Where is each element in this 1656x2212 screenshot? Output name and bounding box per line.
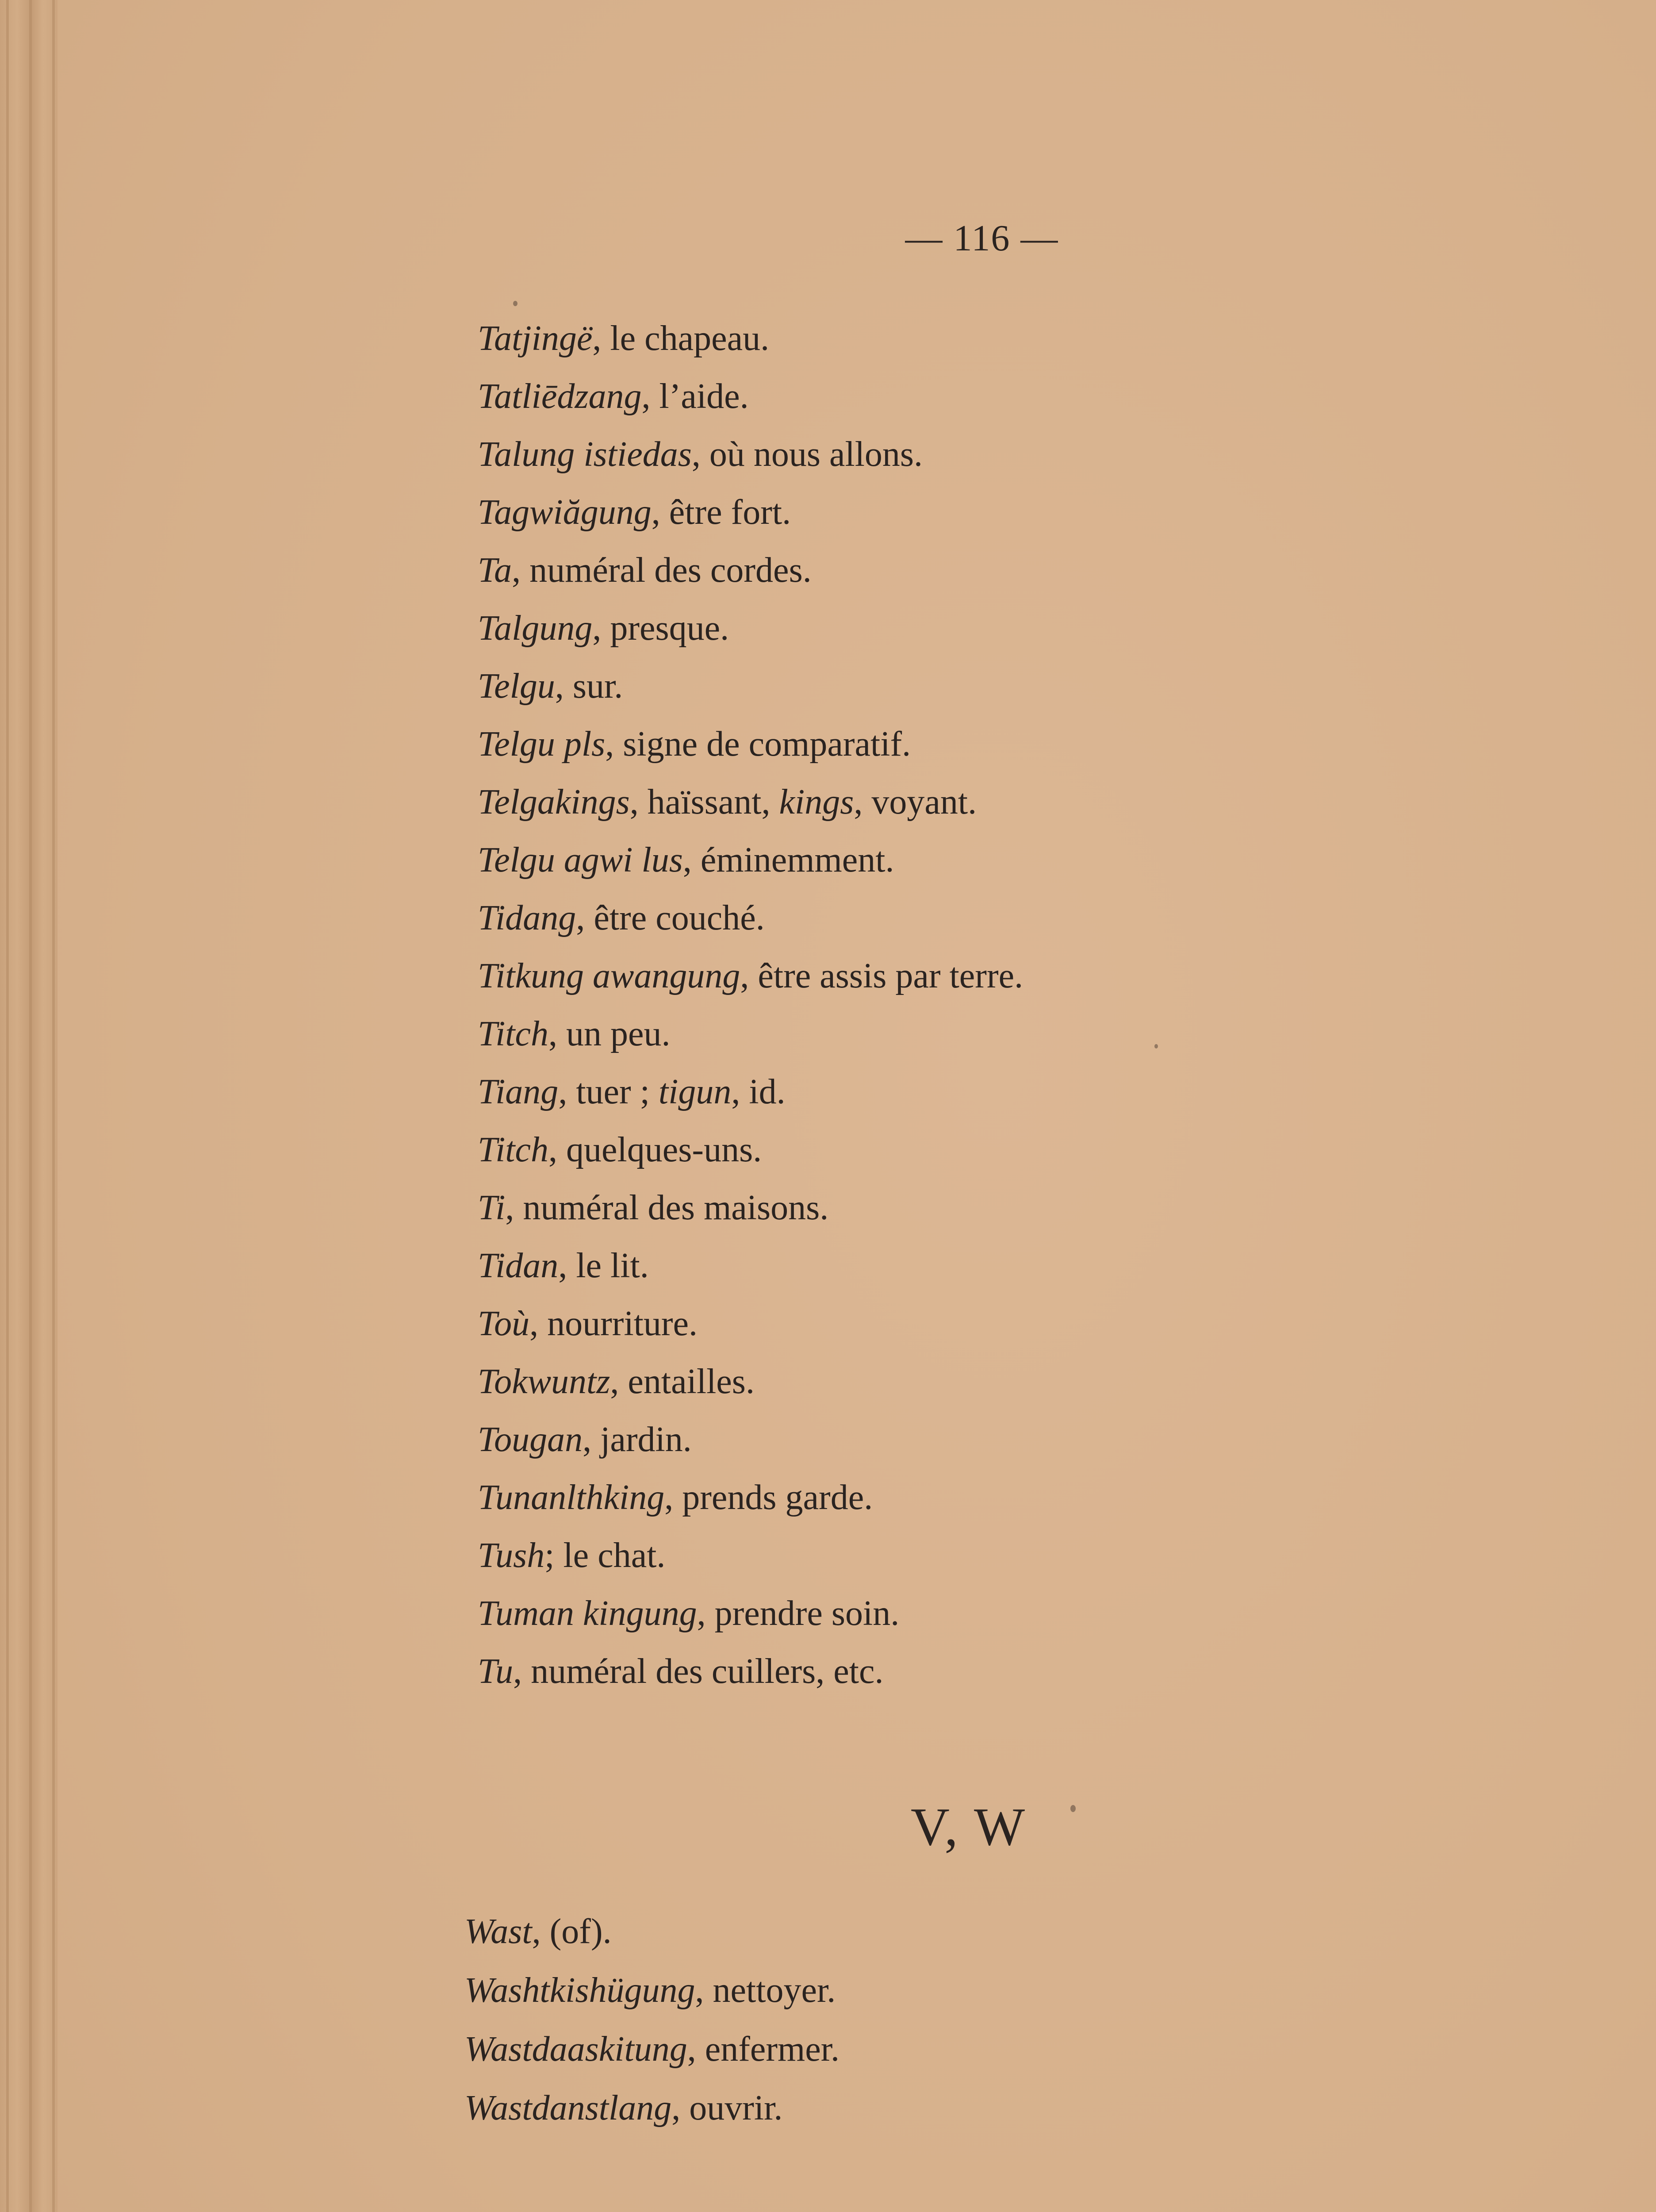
dictionary-entry — [464, 1961, 1305, 2020]
dictionary-entry — [478, 426, 1318, 484]
entry-separator: , — [512, 551, 530, 590]
entry-definition: quelques-uns. — [566, 1130, 762, 1169]
dictionary-entry — [478, 657, 1318, 715]
entry-term: Ti — [478, 1188, 506, 1227]
entry-term: Telgakings — [478, 783, 630, 822]
entry-separator: , — [548, 1014, 567, 1053]
entry-definition-secondary: id. — [749, 1072, 786, 1111]
entry-definition: haïssant, — [647, 783, 779, 822]
entry-term: Tush — [478, 1536, 545, 1575]
dictionary-entry — [478, 1585, 1318, 1643]
paper-speck — [1070, 1805, 1076, 1812]
dictionary-entry — [478, 1063, 1318, 1121]
gutter-edge-line — [6, 0, 9, 2212]
entry-term: Tagwiăgung — [478, 493, 652, 532]
entry-definition-secondary: voyant. — [871, 783, 977, 822]
entries-t-list — [478, 310, 1318, 1701]
entry-separator: , — [532, 1912, 550, 1951]
gutter-edge-line — [52, 0, 55, 2212]
dictionary-entry — [478, 889, 1318, 947]
entry-separator: , — [558, 1072, 576, 1111]
entry-separator: , — [740, 956, 758, 995]
entry-definition: où nous allons. — [709, 435, 923, 474]
dictionary-entry — [478, 1121, 1318, 1179]
entry-definition: être fort. — [669, 493, 791, 532]
entry-separator: , — [691, 435, 709, 474]
entry-separator: , — [651, 493, 669, 532]
dictionary-entry — [478, 599, 1318, 657]
entry-term: Talung istiedas — [478, 435, 692, 474]
dictionary-entry — [464, 2020, 1305, 2079]
entry-term: Talgung — [478, 609, 593, 648]
entry-definition: numéral des cuillers, etc. — [531, 1652, 884, 1691]
entry-term: Wast — [464, 1912, 532, 1951]
binding-gutter — [0, 0, 58, 2212]
entry-definition: nourriture. — [547, 1304, 698, 1343]
entry-term: Tidan — [478, 1246, 559, 1285]
entry-definition: le lit. — [576, 1246, 649, 1285]
entry-term: Tatjingë — [478, 319, 593, 358]
entry-definition: tuer ; — [576, 1072, 659, 1111]
entry-separator: , — [641, 377, 659, 416]
dictionary-entry — [478, 484, 1318, 541]
entry-separator: , — [610, 1362, 628, 1401]
entry-term: Tidang — [478, 899, 576, 937]
dictionary-entry — [478, 831, 1318, 889]
dictionary-entry — [478, 1237, 1318, 1295]
paper-speck — [1154, 1044, 1158, 1048]
entry-term-secondary: kings — [779, 783, 854, 822]
entry-term: Tu — [478, 1652, 514, 1691]
dictionary-entry — [478, 1005, 1318, 1063]
entry-definition: ouvrir. — [689, 2089, 783, 2128]
entry-term: Telgu pls — [478, 725, 606, 764]
dictionary-entry — [478, 715, 1318, 773]
dictionary-entry — [478, 1469, 1318, 1527]
dictionary-entry — [478, 947, 1318, 1005]
entry-definition: le chat. — [563, 1536, 666, 1575]
entry-term: Wastdaaskitung — [464, 2030, 687, 2069]
entry-definition: signe de comparatif. — [623, 725, 911, 764]
entry-separator: , — [854, 783, 872, 822]
entry-definition: enfermer. — [705, 2030, 840, 2069]
entry-definition: l’aide. — [659, 377, 749, 416]
dictionary-entry — [478, 773, 1318, 831]
entry-term: Titch — [478, 1014, 549, 1053]
entry-term: Tuman kingung — [478, 1594, 697, 1633]
dictionary-entry — [464, 2079, 1305, 2138]
entry-definition: le chapeau. — [610, 319, 770, 358]
entry-term-secondary: tigun — [658, 1072, 732, 1111]
entry-definition: prends garde. — [682, 1478, 873, 1517]
entry-separator: , — [548, 1130, 567, 1169]
entry-separator: , — [513, 1652, 531, 1691]
dictionary-entry — [478, 1527, 1318, 1585]
entry-term: Tougan — [478, 1420, 583, 1459]
entry-separator: , — [664, 1478, 682, 1517]
entry-separator: , — [592, 319, 610, 358]
entry-definition: numéral des maisons. — [523, 1188, 829, 1227]
entry-separator: , — [671, 2089, 690, 2128]
entry-separator: , — [583, 1420, 601, 1459]
entry-definition: éminemment. — [700, 841, 894, 879]
entry-separator: , — [697, 1594, 715, 1633]
entry-separator: , — [529, 1304, 548, 1343]
entry-term: Tokwuntz — [478, 1362, 610, 1401]
entry-term: Toù — [478, 1304, 530, 1343]
entry-definition: sur. — [572, 667, 623, 706]
entry-separator: , — [555, 667, 573, 706]
entry-separator: , — [687, 2030, 705, 2069]
dictionary-entry — [478, 541, 1318, 599]
entry-definition: (of). — [549, 1912, 612, 1951]
gutter-edge-line — [29, 0, 32, 2212]
entry-definition: être assis par terre. — [758, 956, 1024, 995]
entry-term: Titkung awangung — [478, 956, 740, 995]
entry-term: Washtkishügung — [464, 1971, 695, 2010]
entry-definition: être couché. — [594, 899, 765, 937]
entry-separator: , — [592, 609, 610, 648]
entry-term: Ta — [478, 551, 512, 590]
dictionary-entry — [478, 310, 1318, 368]
paper-speck — [513, 301, 518, 306]
entry-definition: un peu. — [566, 1014, 671, 1053]
entry-separator: , — [576, 899, 594, 937]
dictionary-entry — [478, 1353, 1318, 1411]
entry-term: Titch — [478, 1130, 549, 1169]
entry-definition: prendre soin. — [714, 1594, 900, 1633]
page-number: — 116 — — [905, 218, 1059, 259]
entry-separator: , — [629, 783, 648, 822]
dictionary-entry — [464, 1902, 1305, 1961]
dictionary-entry — [478, 1295, 1318, 1353]
section-heading: V, W — [910, 1797, 1027, 1857]
entry-term: Tunanlthking — [478, 1478, 665, 1517]
dictionary-entry — [478, 368, 1318, 426]
entry-definition: nettoyer. — [713, 1971, 836, 2010]
entry-separator: , — [505, 1188, 523, 1227]
entries-w-list — [464, 1902, 1305, 2138]
entry-term: Telgu agwi lus — [478, 841, 683, 879]
entry-separator: , — [731, 1072, 749, 1111]
entry-definition: numéral des cordes. — [529, 551, 812, 590]
entry-term: Telgu — [478, 667, 555, 706]
entry-separator: , — [558, 1246, 576, 1285]
entry-term: Tatliēdzang — [478, 377, 642, 416]
entry-definition: presque. — [610, 609, 729, 648]
entry-separator: , — [682, 841, 701, 879]
entry-separator: , — [605, 725, 623, 764]
dictionary-entry — [478, 1411, 1318, 1469]
dictionary-entry — [478, 1643, 1318, 1701]
entry-definition: jardin. — [600, 1420, 692, 1459]
dictionary-entry — [478, 1179, 1318, 1237]
entry-definition: entailles. — [628, 1362, 755, 1401]
entry-separator: , — [695, 1971, 713, 2010]
entry-term: Tiang — [478, 1072, 559, 1111]
entry-term: Wastdanstlang — [464, 2089, 672, 2128]
entry-separator: ; — [544, 1536, 564, 1575]
